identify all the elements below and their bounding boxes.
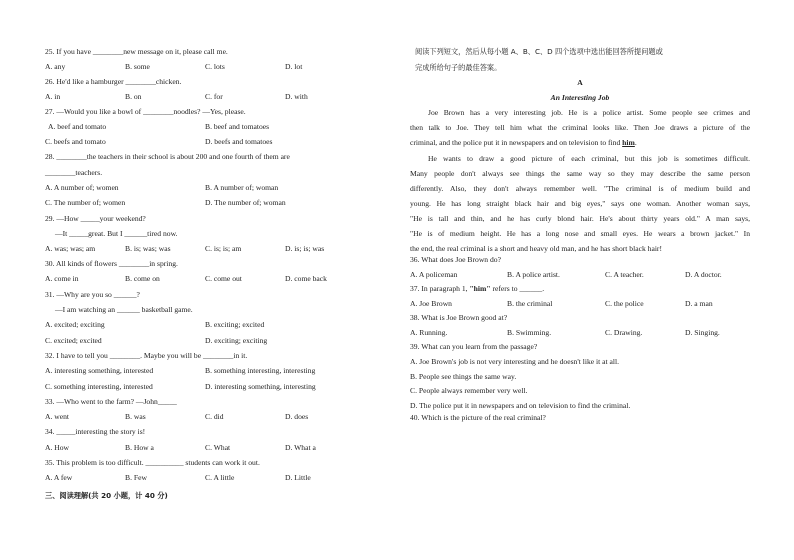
option: C. A little — [205, 473, 235, 482]
option: C. the police — [605, 299, 644, 308]
option: B. Few — [125, 473, 147, 482]
question-stem: 39. What can you learn from the passage? — [410, 342, 538, 351]
option: A. interesting something, interested — [45, 366, 154, 375]
option: B. How a — [125, 443, 154, 452]
option: D. Little — [285, 473, 311, 482]
option: C. Drawing. — [605, 328, 643, 337]
underlined-him: him — [622, 138, 635, 147]
option: D. Singing. — [685, 328, 720, 337]
option: C. People always remember very well. — [410, 386, 528, 395]
option: A. A number of; women — [45, 183, 119, 192]
option: B. on — [125, 92, 142, 101]
option: A. Joe Brown — [410, 299, 452, 308]
option: C. What — [205, 443, 231, 452]
option: B. the criminal — [507, 299, 553, 308]
question-stem: 27. —Would you like a bowl of ________noodles? —Yes, please. — [45, 107, 246, 116]
option: C. is; is; am — [205, 244, 242, 253]
option: D. with — [285, 92, 308, 101]
option: A. went — [45, 412, 70, 421]
option: C. lots — [205, 62, 225, 71]
quoted-him: "him" — [469, 284, 491, 293]
option: C. A teacher. — [605, 270, 644, 279]
passage-line: He wants to draw a good picture of each criminal, but this job is sometimes difficult. — [428, 154, 750, 163]
question-stem-line2: —I am watching an ______ basketball game. — [55, 305, 193, 314]
option: A. any — [45, 62, 66, 71]
option: D. interesting something, interesting — [205, 382, 316, 391]
question-stem: 36. What does Joe Brown do? — [410, 255, 501, 264]
question-stem: 26. He'd like a hamburger ________chicken. — [45, 77, 182, 86]
question-stem: 28. ________the teachers in their school is about 200 and one fourth of them are — [45, 152, 290, 161]
section-heading: 三、阅读理解(共 20 小题，计 40 分) — [45, 491, 168, 500]
option: D. The number of; woman — [205, 198, 286, 207]
option: A. Joe Brown's job is not very interesting and he doesn't like it at all. — [410, 357, 619, 366]
option: B. beef and tomatoes — [205, 122, 270, 131]
option: C. come out — [205, 274, 242, 283]
option: B. A police artist. — [507, 270, 560, 279]
option: A. How — [45, 443, 70, 452]
option: A. A few — [45, 473, 73, 482]
passage-line: Many people don't always see things the same way so they may describe the same person — [410, 169, 750, 178]
passage-title: An Interesting Job — [550, 93, 610, 102]
option: C. did — [205, 412, 224, 421]
passage-line: "He is of medium height. He has a long nose and small eyes. He wears a brown jacket." In — [410, 229, 750, 238]
option: C. for — [205, 92, 223, 101]
option: A. excited; exciting — [45, 320, 105, 329]
question-stem-line2: —It _____great. But I ______tired now. — [55, 229, 178, 238]
option: D. a man — [685, 299, 713, 308]
option: A. in — [45, 92, 61, 101]
question-stem: 33. —Who went to the farm? —John_____ — [45, 397, 177, 406]
option: C. The number of; women — [45, 198, 126, 207]
passage-line: Joe Brown has a very interesting job. He is a police artist. Some people see crimes and — [428, 108, 750, 117]
question-stem: 35. This problem is too difficult. __________ students can work it out. — [45, 458, 260, 467]
option: C. something interesting, interested — [45, 382, 153, 391]
question-stem: 30. All kinds of flowers ________in spring. — [45, 259, 178, 268]
passage-line: then talk to Joe. They tell him what the criminal looks like. Then Joe draws a picture of the — [410, 123, 750, 132]
option: D. beefs and tomatoes — [205, 137, 273, 146]
option: D. exciting; exciting — [205, 336, 268, 345]
option: B. exciting; excited — [205, 320, 265, 329]
question-stem: 25. If you have ________new message on it, please call me. — [45, 47, 228, 56]
option: D. does — [285, 412, 309, 421]
passage-letter: A — [577, 78, 583, 87]
option: A. A policeman — [410, 270, 458, 279]
question-stem: 34. _____interesting the story is! — [45, 427, 146, 436]
option: D. The police put it in newspapers and on television to find the criminal. — [410, 400, 631, 410]
option: D. What a — [285, 443, 316, 452]
question-stem: 31. —Why are you so ______? — [45, 290, 140, 299]
instructions-line2: 完成所给句子的最佳答案。 — [415, 63, 502, 72]
question-stem: 37. In paragraph 1, "him" refers to ______. — [410, 284, 545, 293]
passage-line: differently. Also, they don't always remember well. "The criminal is of medium build and — [410, 184, 750, 193]
option: B. come on — [125, 274, 160, 283]
option: C. excited; excited — [45, 336, 102, 345]
option: A. come in — [45, 274, 79, 283]
passage-line: criminal, and the police put it in newspapers and on television to find him. — [410, 138, 637, 147]
passage-line: young. He has long straight black hair and big eyes," says one woman. Another woman says, — [410, 199, 750, 208]
question-stem: 29. —How _____your weekend? — [45, 214, 146, 223]
question-stem-line2: ________teachers. — [45, 168, 103, 177]
question-stem: 40. Which is the picture of the real criminal? — [410, 413, 546, 422]
question-stem: 32. I have to tell you ________. Maybe you will be ________in it. — [45, 351, 248, 360]
instructions-line1: 阅读下列短文，然后从每小题 A、B、C、D 四个选项中选出能回答所提问题或 — [415, 47, 663, 56]
option: B. is; was; was — [125, 244, 171, 253]
option: A. Running. — [410, 328, 448, 337]
option: B. some — [125, 62, 150, 71]
passage-line: the end, the real criminal is a short and heavy old man, and he has short black hair! — [410, 244, 662, 253]
option: A. was; was; am — [45, 244, 96, 253]
option: B. Swimming. — [507, 328, 552, 337]
question-stem: 38. What is Joe Brown good at? — [410, 313, 508, 322]
option: B. was — [125, 412, 146, 421]
option: A. beef and tomato — [48, 122, 107, 131]
option: D. is; is; was — [285, 244, 325, 253]
option: D. A doctor. — [685, 270, 722, 279]
option: B. something interesting, interesting — [205, 366, 316, 375]
option: D. lot — [285, 62, 303, 71]
option: B. People see things the same way. — [410, 371, 517, 381]
option: B. A number of; woman — [205, 183, 279, 192]
option: D. come back — [285, 274, 327, 283]
passage-line: "He is tall and thin, and he has curly blond hair. He's about thirty years old." A man says, — [410, 214, 750, 223]
option: C. beefs and tomato — [45, 137, 106, 146]
